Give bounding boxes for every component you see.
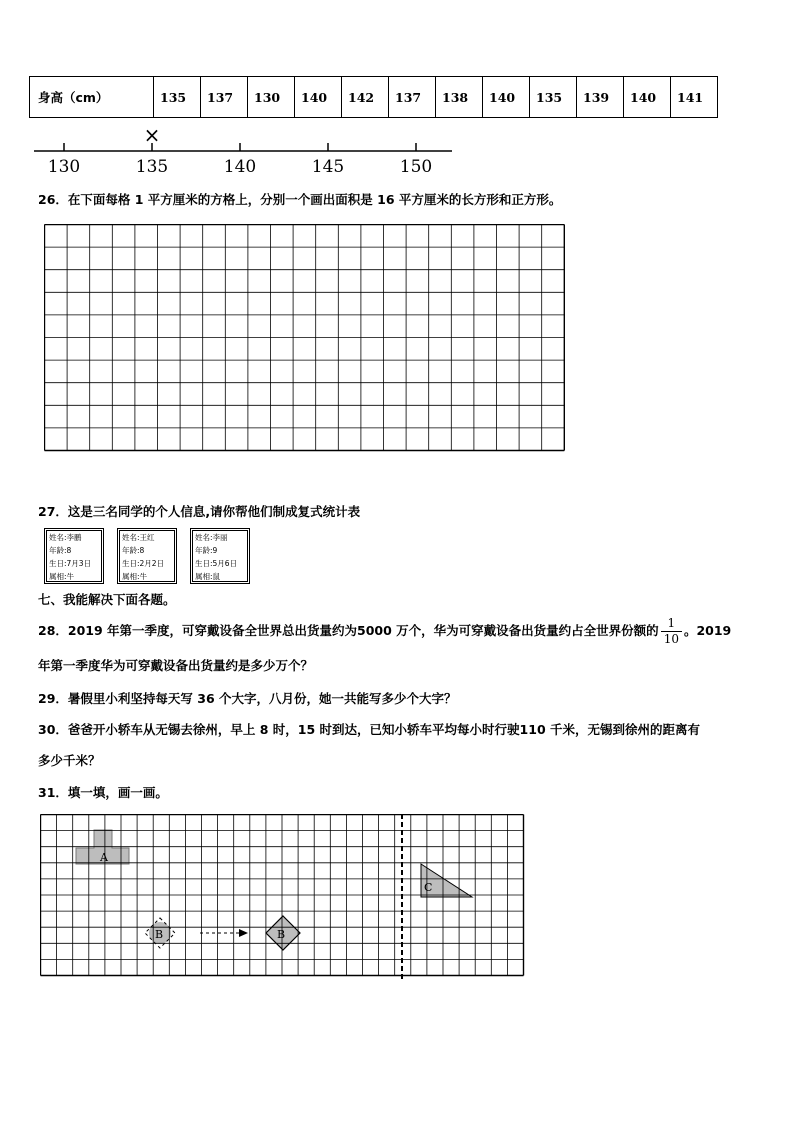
card-age: 年龄:8: [49, 546, 72, 555]
grid-question-31[interactable]: [40, 814, 526, 984]
shape-c-label: C: [424, 881, 433, 894]
question-28-line2: 年第一季度华为可穿戴设备出货量约是多少万个？: [38, 658, 314, 673]
table-cell: 135: [154, 77, 201, 118]
table-cell: 138: [436, 77, 483, 118]
section-heading: 七、我能解决下面各题。: [38, 592, 176, 607]
question-31: 31．填一填，画一画。: [38, 785, 168, 800]
question-27: 27．这是三名同学的个人信息,请你帮他们制成复式统计表: [38, 504, 361, 519]
card-birthday: 生日:2月2日: [122, 559, 165, 568]
table-cell: 140: [295, 77, 342, 118]
fraction: [661, 616, 682, 647]
table-header-cell: 身高（cm）: [30, 77, 154, 118]
number-line-tick-label: 150: [399, 157, 433, 177]
info-card: [44, 528, 104, 584]
shape-a-label: A: [100, 851, 108, 864]
height-table: [29, 76, 718, 118]
question-28-text: 28．2019 年第一季度，可穿戴设备全世界总出货量约为5000 万个，华为可穿戴设备出货量约占全世界份额的: [38, 623, 659, 638]
grid-lines: [45, 225, 565, 451]
card-name: 姓名:李丽: [195, 533, 228, 542]
table-cell: 141: [671, 77, 718, 118]
number-line-tick-label: 145: [311, 157, 345, 177]
shape-b-label: B: [155, 928, 164, 941]
table-cell: 130: [248, 77, 295, 118]
question-30-line1: 30．爸爸开小轿车从无锡去徐州，早上 8 时，15 时到达，已知小轿车平均每小时行驶110 千米，无锡到徐州的距离有: [38, 722, 700, 737]
info-card: [190, 528, 250, 584]
card-name: 姓名:李鹏: [49, 533, 82, 542]
table-row: [30, 77, 718, 118]
card-birthday: 生日:7月3日: [49, 559, 92, 568]
card-name: 姓名:王红: [122, 533, 155, 542]
question-28-year: 。2019: [683, 623, 732, 638]
number-line-tick-label: 130: [47, 157, 81, 177]
table-cell: 140: [483, 77, 530, 118]
card-age: 年龄:9: [195, 546, 218, 555]
card-zodiac: 属相:鼠: [195, 572, 221, 581]
question-26: 26．在下面每格 1 平方厘米的方格上，分别一个画出面积是 16 平方厘米的长方形和正方形。: [38, 192, 562, 207]
number-line-tick-label: 135: [135, 157, 169, 177]
table-cell: 142: [342, 77, 389, 118]
number-line-marker: ×: [143, 123, 161, 147]
shape-b-translated-label: B: [277, 928, 286, 941]
fraction-denominator: 10: [663, 632, 679, 646]
arrow-icon: [239, 929, 248, 937]
question-30-line2: 多少千米？: [38, 753, 101, 768]
table-cell: 137: [389, 77, 436, 118]
question-29: 29．暑假里小利坚持每天写 36 个大字，八月份，她一共能写多少个大字？: [38, 691, 457, 706]
table-cell: 135: [530, 77, 577, 118]
table-cell: 137: [201, 77, 248, 118]
card-age: 年龄:8: [122, 546, 145, 555]
table-cell: 140: [624, 77, 671, 118]
number-line: [30, 120, 460, 180]
fraction-numerator: 1: [661, 616, 682, 632]
grid-question-26[interactable]: [44, 224, 568, 452]
question-28-line1: [38, 616, 731, 647]
card-zodiac: 属相:牛: [49, 572, 75, 581]
table-cell: 139: [577, 77, 624, 118]
grid-lines: [41, 815, 524, 976]
card-birthday: 生日:5月6日: [195, 559, 238, 568]
card-zodiac: 属相:牛: [122, 572, 148, 581]
info-card: [117, 528, 177, 584]
number-line-tick-label: 140: [223, 157, 257, 177]
